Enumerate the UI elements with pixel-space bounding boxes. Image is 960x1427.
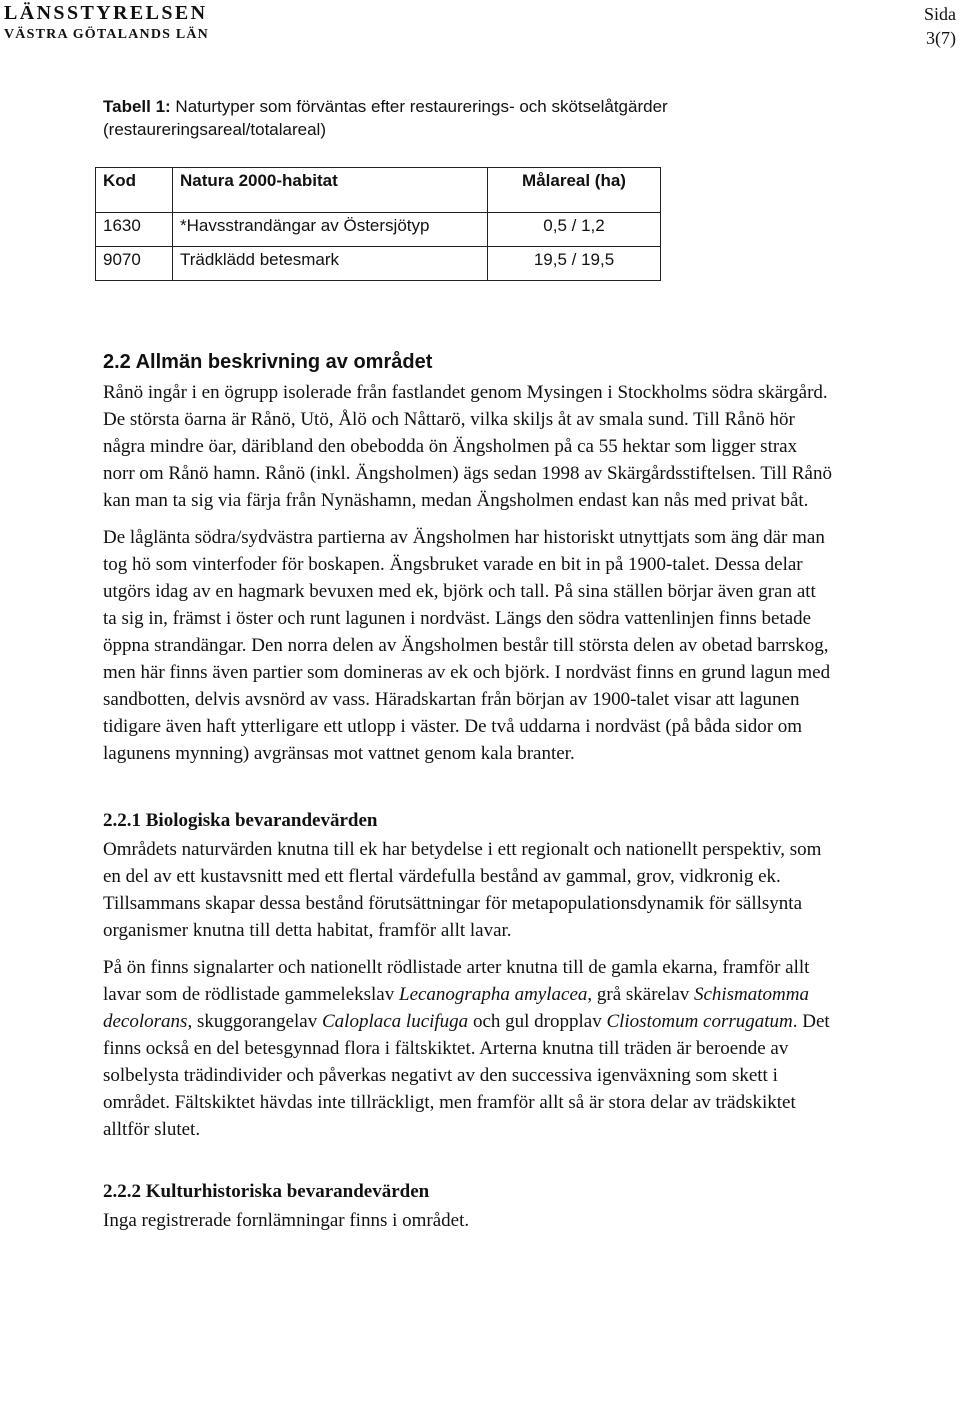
text-run: och gul dropplav — [468, 1011, 607, 1032]
header-target-area: Målareal (ha) — [488, 168, 661, 213]
table-caption — [103, 95, 823, 141]
table-header-row — [96, 168, 661, 213]
text-run: På ön finns signalarter och nationellt rödlistade arter knutna till de gamla ekarna, framför allt lavar som de rödlistade gammelekslav — [103, 957, 810, 1005]
page-number: 3(7) — [926, 28, 956, 48]
paragraph: Inga registrerade fornlämningar finns i området. — [103, 1210, 470, 1231]
logo-line-1: LÄNSSTYRELSEN — [4, 2, 208, 24]
text-run: , grå skärelav — [587, 984, 694, 1005]
document-body — [103, 348, 833, 1244]
habitat-table — [95, 167, 661, 281]
cell-area: 0,5 / 1,2 — [488, 213, 661, 247]
table-caption-text: Naturtyper som förväntas efter restaurerings- och skötselåtgärder (restaureringsareal/totalareal) — [103, 97, 668, 139]
table-caption-label: Tabell 1: — [103, 97, 171, 116]
cell-code: 9070 — [96, 247, 173, 281]
section-heading-2-2-1: 2.2.1 Biologiska bevarandevärden — [103, 810, 378, 831]
cell-area: 19,5 / 19,5 — [488, 247, 661, 281]
page-word: Sida — [923, 4, 956, 24]
species-name: Cliostomum corrugatum — [606, 1011, 793, 1032]
organization-logo — [4, 2, 209, 44]
text-run: . Det finns också en del betesgynnad flora i fältskiktet. Arterna knutna till träden är beroende av solbelysta trädindivider och påverkas negativt av den successiva igenväxning som skett i området. Fältskiktet hävdas inte tillräckligt, men framför allt så är stora delar av trädskiktet alltför slutet. — [103, 1011, 830, 1140]
table-row — [96, 213, 661, 247]
cell-habitat: *Havsstrandängar av Östersjötyp — [173, 213, 488, 247]
section-heading-2-2-2: 2.2.2 Kulturhistoriska bevarandevärden — [103, 1181, 430, 1202]
cell-habitat: Trädklädd betesmark — [173, 247, 488, 281]
paragraph: Rånö ingår i en ögrupp isolerade från fastlandet genom Mysingen i Stockholms södra skärgård. De största öarna är Rånö, Utö, Ålö och Nåttarö, vilka skiljs åt av smala sund. Till Rånö hör några mindre öar, däribland den obebodda ön Ängsholmen på ca 55 hektar som ligger strax norr om Rånö hamn. Rånö (inkl. Ängsholmen) ägs sedan 1998 av Skärgårdsstiftelsen. Till Rånö kan man ta sig via färja från Nynäshamn, medan Ängsholmen endast kan nås med privat båt. — [103, 382, 832, 511]
species-name: Lecanographa amylacea — [399, 984, 588, 1005]
paragraph-species — [103, 954, 833, 1143]
paragraph: De låglänta södra/sydvästra partierna av Ängsholmen har historiskt utnyttjats som äng där man tog hö som vinterfoder för boskapen. Ängsbruket varade en bit in på 1900-talet. Dessa delar utgörs idag av en hagmark bevuxen med ek, björk och tall. På sina ställen börjar även gran att ta sig in, främst i öster och runt lagunen i nordväst. Längs den södra vattenlinjen finns betade öppna strandängar. Den norra delen av Ängsholmen består till största delen av obetad barrskog, men här finns även partier som domineras av ek och björk. I nordväst finns en grund lagun med sandbotten, delvis avsnörd av vass. Häradskartan från början av 1900-talet visar att lagunen tidigare även haft ytterligare ett utlopp i väster. De två uddarna i nordväst (på båda sidor om lagunens mynning) avgränsas mot vattnet genom kala branter. — [103, 527, 831, 764]
species-name: Schismatomma decolorans — [103, 984, 810, 1032]
page-indicator — [924, 2, 956, 50]
header-habitat: Natura 2000-habitat — [173, 168, 488, 213]
header-code: Kod — [96, 168, 173, 213]
paragraph: Områdets naturvärden knutna till ek har betydelse i ett regionalt och nationellt perspektiv, som en del av ett kustavsnitt med ett flertal värdefulla bestånd av gammal, grov, vidkronig ek. Tillsammans skapar dessa bestånd förutsättningar för metapopulationsdynamik för sällsynta organismer knutna till detta habitat, framför allt lavar. — [103, 839, 822, 941]
species-name: Caloplaca lucifuga — [322, 1011, 469, 1032]
logo-line-2: VÄSTRA GÖTALANDS LÄN — [4, 27, 209, 42]
cell-code: 1630 — [96, 213, 173, 247]
table-row — [96, 247, 661, 281]
section-heading-2-2: 2.2 Allmän beskrivning av området — [103, 351, 433, 373]
text-run: , skuggorangelav — [187, 1011, 322, 1032]
